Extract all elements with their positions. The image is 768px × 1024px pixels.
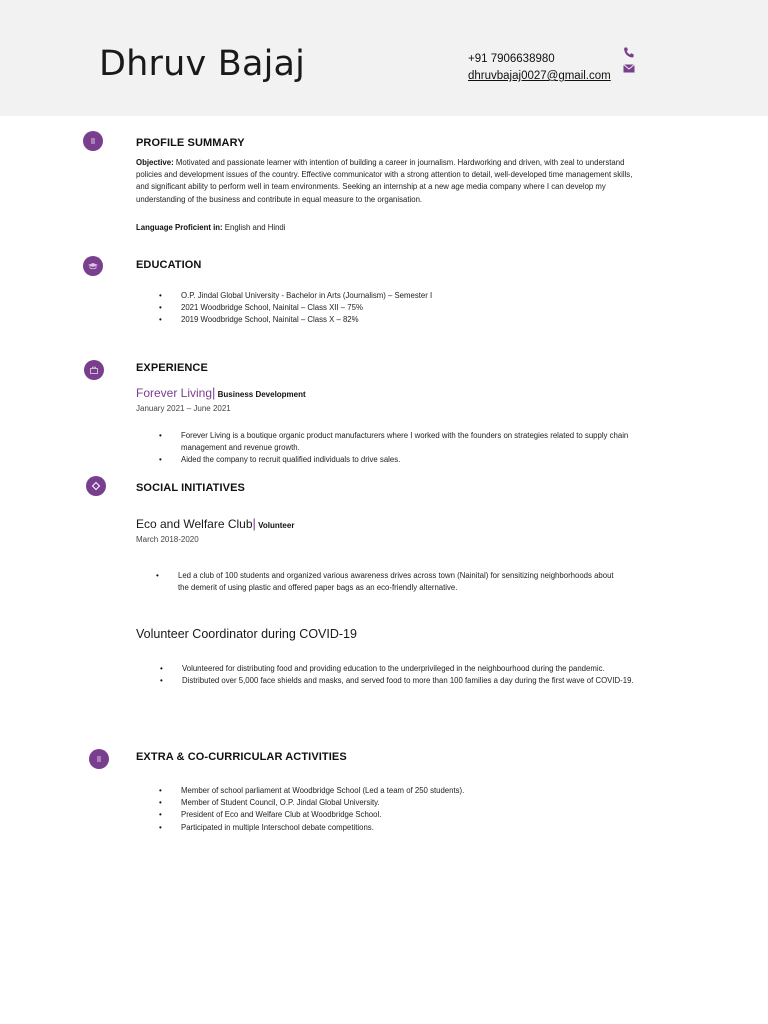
- objective-line: and significant ability to perform well in team environments. Seeking an internship at a new age media company where I can develop my: [136, 182, 606, 192]
- list-icon: [89, 749, 109, 769]
- objective-line: Motivated and passionate learner with intention of building a career in journalism. Hardworking and driven, with zeal to understand: [173, 158, 625, 167]
- objective-label: Objective:: [136, 158, 174, 167]
- list-item: • Led a club of 100 students and organized various awareness drives across town (Nainital) for sensitizing neighborhoods about: [156, 570, 614, 582]
- covid-role-title: Volunteer Coordinator during COVID-19: [136, 627, 357, 641]
- list-item: • O.P. Jindal Global University - Bachelor in Arts (Journalism) – Semester I: [159, 290, 432, 302]
- contact-block: [468, 51, 611, 85]
- briefcase-icon: [84, 360, 104, 380]
- resume-header: [0, 0, 768, 116]
- language-proficiency: [136, 222, 696, 234]
- experience-org: Forever Living: [136, 386, 213, 400]
- contact-icons: [622, 46, 638, 74]
- objective-line: policies and development issues of the country. Effective communicator with a strong attention to detail, well-developed time management skills,: [136, 170, 633, 180]
- experience-role: Business Development: [215, 390, 306, 399]
- phone-icon: [622, 46, 638, 60]
- candidate-name: Dhruv Bajaj: [99, 44, 306, 84]
- list-item: • President of Eco and Welfare Club at Woodbridge School.: [159, 809, 464, 821]
- diamond-icon: [86, 476, 106, 496]
- envelope-icon: [622, 63, 638, 74]
- list-item: • Distributed over 5,000 face shields and masks, and served food to more than 100 families a day during the first wave of COVID-19.: [160, 675, 634, 687]
- separator: |: [252, 516, 256, 531]
- language-value: English and Hindi: [222, 223, 286, 232]
- social-org: Eco and Welfare Club: [136, 517, 253, 531]
- phone-number: +91 7906638980: [468, 53, 555, 65]
- list-item: • Participated in multiple Interschool debate competitions.: [159, 822, 464, 834]
- social-initiatives-heading: SOCIAL INITIATIVES: [136, 482, 245, 494]
- objective-line: understanding of the business and contribute in equal measure to the organisation.: [136, 194, 423, 204]
- list-item: • 2019 Woodbridge School, Nainital – Class X – 82%: [159, 314, 432, 326]
- experience-list: [159, 430, 628, 467]
- list-item: • Forever Living is a boutique organic product manufacturers where I worked with the founders on strategies related to supply chain: [159, 430, 628, 442]
- list-item-continuation: [159, 442, 628, 454]
- objective-paragraph: [136, 157, 696, 206]
- experience-org-line: [136, 385, 306, 400]
- education-heading: EDUCATION: [136, 259, 202, 271]
- extra-activities-list: [159, 785, 464, 834]
- covid-list: [160, 663, 634, 687]
- email-link[interactable]: dhruvbajaj0027@gmail.com: [468, 70, 611, 82]
- social-dates: March 2018-2020: [136, 535, 199, 544]
- social-list: [156, 570, 614, 594]
- list-item: • Member of Student Council, O.P. Jindal Global University.: [159, 797, 464, 809]
- social-role: Volunteer: [255, 521, 295, 530]
- education-list: [159, 290, 432, 327]
- list-icon: [83, 131, 103, 151]
- list-item: • Volunteered for distributing food and providing education to the underprivileged in the neighbourhood during the pandemic.: [160, 663, 634, 675]
- list-item-continuation-text: management and revenue growth.: [181, 443, 300, 453]
- list-item: • Aided the company to recruit qualified individuals to drive sales.: [159, 454, 628, 466]
- separator: |: [212, 385, 216, 400]
- experience-heading: EXPERIENCE: [136, 362, 208, 374]
- social-org-line: [136, 516, 294, 531]
- graduation-cap-icon: [83, 256, 103, 276]
- list-item: • 2021 Woodbridge School, Nainital – Class XII – 75%: [159, 302, 432, 314]
- list-item-continuation-text: the demerit of using plastic and offered paper bags as an eco-friendly alternative.: [178, 583, 458, 593]
- list-item-continuation: [156, 582, 614, 594]
- list-item: • Member of school parliament at Woodbridge School (Led a team of 250 students).: [159, 785, 464, 797]
- experience-dates: January 2021 – June 2021: [136, 404, 231, 413]
- profile-summary-heading: PROFILE SUMMARY: [136, 137, 245, 149]
- extra-activities-heading: EXTRA & CO-CURRICULAR ACTIVITIES: [136, 751, 347, 763]
- language-label: Language Proficient in:: [136, 223, 223, 232]
